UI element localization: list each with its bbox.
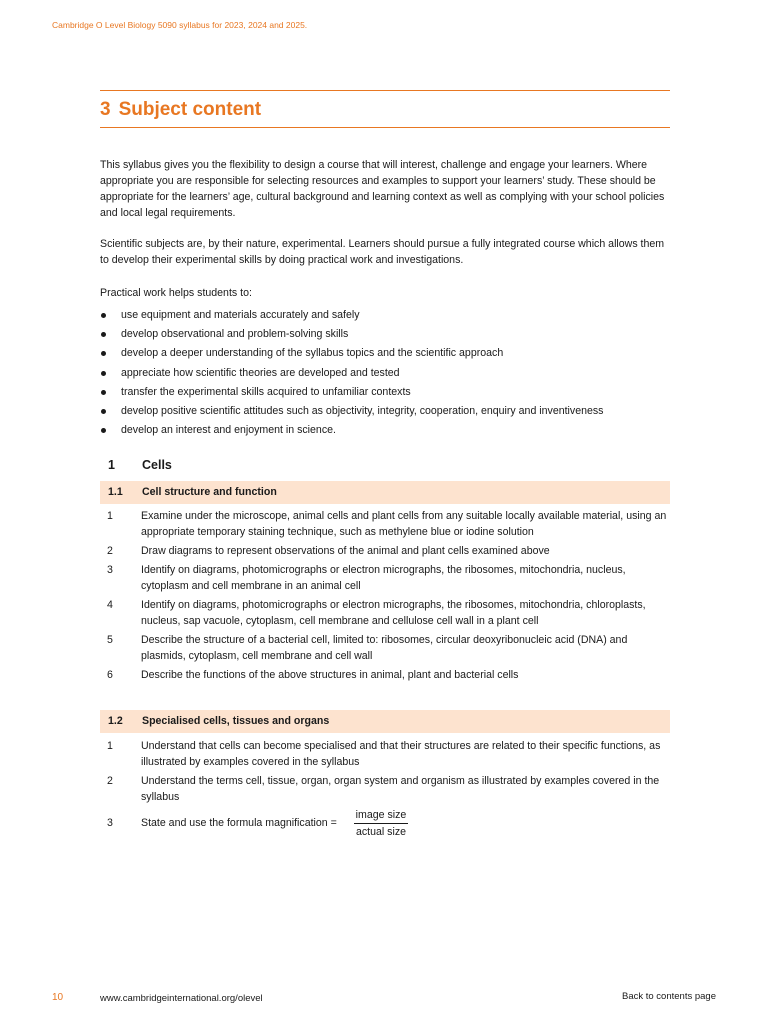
bullet-icon bbox=[101, 332, 106, 337]
subtopic-header-1-1 bbox=[100, 481, 670, 504]
subtopic-title: Cell structure and function bbox=[142, 486, 277, 498]
bullet-icon bbox=[101, 313, 106, 318]
item-number: 2 bbox=[107, 775, 113, 787]
item-number: 5 bbox=[107, 634, 113, 646]
table-row bbox=[100, 562, 670, 594]
item-text: Understand that cells can become specialised and that their structures are related to their specific functions, as illustrated by examples covered in the syllabus bbox=[141, 740, 661, 768]
page-number: 10 bbox=[52, 992, 64, 1003]
subtopic-number: 1.2 bbox=[108, 715, 123, 727]
table-row bbox=[100, 808, 670, 842]
item-text: Identify on diagrams, photomicrographs or electron micrographs, the ribosomes, mitochondria, nucleus, cytoplasm and cell membrane in an animal cell bbox=[141, 564, 626, 592]
list-item-text: develop positive scientific attitudes such as objectivity, integrity, cooperation, enquiry and inventiveness bbox=[121, 405, 604, 418]
intro-paragraph-3: Practical work helps students to: bbox=[100, 287, 252, 299]
table-row bbox=[100, 773, 670, 805]
practical-work-list bbox=[100, 306, 680, 440]
bullet-icon bbox=[101, 428, 106, 433]
section-number: 3 bbox=[100, 99, 111, 120]
list-item-text: develop observational and problem-solving skills bbox=[121, 328, 349, 341]
table-row bbox=[100, 632, 670, 664]
list-item bbox=[100, 402, 680, 421]
list-item-text: appreciate how scientific theories are developed and tested bbox=[121, 366, 400, 379]
subtopic-header-1-2 bbox=[100, 710, 670, 733]
table-row bbox=[100, 667, 670, 683]
item-text: Draw diagrams to represent observations of the animal and plant cells examined above bbox=[141, 545, 550, 557]
intro-paragraph-2: Scientific subjects are, by their nature, experimental. Learners should pursue a fully integrated course which allows them to develop their experimental skills by doing practical work and investigations. bbox=[100, 238, 665, 266]
bullet-icon bbox=[101, 390, 106, 395]
section-title-text: Subject content bbox=[118, 99, 262, 120]
list-item-text: transfer the experimental skills acquired to unfamiliar contexts bbox=[121, 385, 411, 398]
table-row bbox=[100, 597, 670, 629]
subtopic-number: 1.1 bbox=[108, 486, 123, 498]
item-number: 1 bbox=[107, 740, 113, 752]
item-number: 3 bbox=[107, 817, 113, 829]
subtopic-items-1-2 bbox=[100, 738, 670, 842]
item-text: Identify on diagrams, photomicrographs or electron micrographs, the ribosomes, mitochondria, chloroplasts, nucleus, sap vacuole, cytoplasm, cell membrane and cellulose cell wall in a plant cell bbox=[141, 599, 646, 627]
topic-title: Cells bbox=[142, 458, 172, 472]
list-item bbox=[100, 383, 680, 402]
table-row bbox=[100, 738, 670, 770]
item-text: Describe the structure of a bacterial cell, limited to: ribosomes, circular deoxyribonucleic acid (DNA) and plasmids, cytoplasm, cell membrane and cell wall bbox=[141, 634, 628, 662]
list-item bbox=[100, 306, 680, 325]
table-row bbox=[100, 543, 670, 559]
running-header: Cambridge O Level Biology 5090 syllabus for 2023, 2024 and 2025. bbox=[52, 20, 308, 30]
item-number: 3 bbox=[107, 564, 113, 576]
list-item bbox=[100, 364, 680, 383]
subtopic-items-1-1 bbox=[100, 508, 670, 686]
list-item-text: develop an interest and enjoyment in science. bbox=[121, 424, 336, 437]
table-row bbox=[100, 508, 670, 540]
item-text: Understand the terms cell, tissue, organ, organ system and organism as illustrated by examples covered in the syllabus bbox=[141, 775, 660, 803]
intro-paragraph-1: This syllabus gives you the flexibility to design a course that will interest, challenge and engage your learners. Where appropriate you are responsible for selecting resources and examples to support your learners’ study. These should be appropriate for the learners’ age, cultural background and learning context as well as complying with your school policies and local legal requirements. bbox=[100, 159, 665, 219]
item-number: 6 bbox=[107, 669, 113, 681]
list-item bbox=[100, 421, 680, 440]
back-to-contents-link[interactable]: Back to contents page bbox=[621, 991, 716, 1002]
topic-number: 1 bbox=[108, 458, 115, 472]
subtopic-title: Specialised cells, tissues and organs bbox=[142, 715, 330, 727]
item-text: Describe the functions of the above structures in animal, plant and bacterial cells bbox=[141, 669, 519, 681]
formula-text: State and use the formula magnification = bbox=[141, 817, 337, 829]
item-number: 4 bbox=[107, 599, 113, 611]
bullet-icon bbox=[101, 409, 106, 414]
fraction-numerator: image size bbox=[354, 808, 408, 824]
bullet-icon bbox=[101, 351, 106, 356]
bullet-icon bbox=[101, 371, 106, 376]
section-title-bar bbox=[100, 90, 670, 128]
magnification-fraction bbox=[354, 808, 408, 839]
item-text: Examine under the microscope, animal cells and plant cells from any suitable locally available material, using an appropriate temporary staining technique, such as methylene blue or iodine solution bbox=[141, 510, 667, 538]
page-title bbox=[100, 99, 261, 121]
fraction-denominator: actual size bbox=[355, 826, 407, 838]
item-number: 1 bbox=[107, 510, 113, 522]
footer-url-link[interactable]: www.cambridgeinternational.org/olevel bbox=[100, 993, 263, 1004]
list-item-text: use equipment and materials accurately and safely bbox=[121, 309, 360, 321]
list-item bbox=[100, 325, 680, 344]
list-item-text: develop a deeper understanding of the syllabus topics and the scientific approach bbox=[121, 347, 504, 360]
item-number: 2 bbox=[107, 545, 113, 557]
list-item bbox=[100, 344, 680, 363]
